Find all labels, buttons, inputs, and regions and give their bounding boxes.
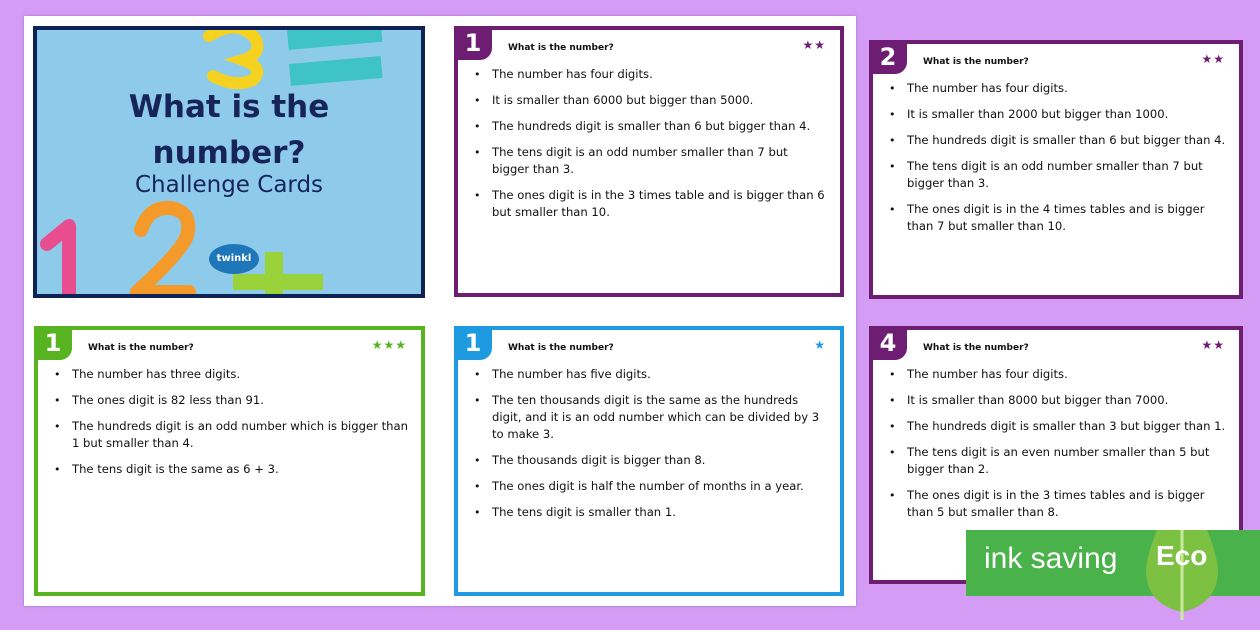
clue-item: • The tens digit is smaller than 1. <box>470 504 828 521</box>
ink-saving-eco-badge <box>966 530 1260 596</box>
clue-item: • It is smaller than 6000 but bigger than 5000. <box>470 92 828 109</box>
challenge-card-three-digit <box>34 326 425 596</box>
clue-item: • The ones digit is in the 3 times table and is bigger than 6 but smaller than 10. <box>470 187 828 221</box>
clue-list <box>470 66 828 230</box>
clue-list <box>885 80 1227 244</box>
cover-card <box>33 26 425 298</box>
card-number-badge: 1 <box>34 326 72 360</box>
clue-item: • The number has four digits. <box>470 66 828 83</box>
clue-item: • The ones digit is in the 4 times tables and is bigger than 7 but smaller than 10. <box>885 201 1227 235</box>
difficulty-stars-icon: ★★ <box>802 38 826 52</box>
ink-saving-label: ink saving <box>984 542 1118 575</box>
card-number-badge: 1 <box>454 26 492 60</box>
card-title: What is the number? <box>923 57 1029 67</box>
clue-item: • It is smaller than 2000 but bigger than 1000. <box>885 106 1227 123</box>
card-title: What is the number? <box>508 343 614 353</box>
clue-item: • The ones digit is half the number of months in a year. <box>470 478 828 495</box>
difficulty-stars-icon: ★★★ <box>371 338 407 352</box>
clue-item: • The hundreds digit is smaller than 6 but bigger than 4. <box>885 132 1227 149</box>
card-number-badge: 2 <box>869 40 907 74</box>
clue-list <box>470 366 828 530</box>
card-title: What is the number? <box>923 343 1029 353</box>
clue-item: • The number has three digits. <box>50 366 409 383</box>
cover-subtitle: Challenge Cards <box>134 172 324 198</box>
clue-item: • The hundreds digit is an odd number which is bigger than 1 but smaller than 4. <box>50 418 409 452</box>
twinkl-logo: twinkl <box>209 244 259 274</box>
cover-title-line1: What is the <box>128 89 330 125</box>
clue-item: • The tens digit is an even number smaller than 5 but bigger than 2. <box>885 444 1227 478</box>
clue-item: • It is smaller than 8000 but bigger than 7000. <box>885 392 1227 409</box>
cover-title-line2: number? <box>152 135 306 171</box>
clue-item: • The ones digit is 82 less than 91. <box>50 392 409 409</box>
card-title: What is the number? <box>508 43 614 53</box>
clue-item: • The hundreds digit is smaller than 6 but bigger than 4. <box>470 118 828 135</box>
clue-item: • The number has four digits. <box>885 366 1227 383</box>
challenge-card-four-digit-1000 <box>869 40 1243 299</box>
challenge-card-five-digit <box>454 326 844 596</box>
cover-title <box>37 84 421 176</box>
clue-item: • The number has four digits. <box>885 80 1227 97</box>
clue-list <box>885 366 1227 530</box>
difficulty-stars-icon: ★★ <box>1201 338 1225 352</box>
card-title: What is the number? <box>88 343 194 353</box>
card-number-badge: 1 <box>454 326 492 360</box>
clue-item: • The hundreds digit is smaller than 3 but bigger than 1. <box>885 418 1227 435</box>
clue-item: • The number has five digits. <box>470 366 828 383</box>
clue-item: • The tens digit is an odd number smaller than 7 but bigger than 3. <box>470 144 828 178</box>
clue-list <box>50 366 409 487</box>
difficulty-stars-icon: ★★ <box>1201 52 1225 66</box>
clue-item: • The tens digit is an odd number smaller than 7 but bigger than 3. <box>885 158 1227 192</box>
card-number-badge: 4 <box>869 326 907 360</box>
difficulty-stars-icon: ★ <box>814 338 826 352</box>
clue-item: • The ten thousands digit is the same as the hundreds digit, and it is an odd number which can be divided by 3 to make 3. <box>470 392 828 443</box>
clue-item: • The tens digit is the same as 6 + 3. <box>50 461 409 478</box>
clue-item: • The ones digit is in the 3 times tables and is bigger than 5 but smaller than 8. <box>885 487 1227 521</box>
clue-item: • The thousands digit is bigger than 8. <box>470 452 828 469</box>
eco-label: Eco <box>1156 540 1208 571</box>
challenge-card-four-digit-5000 <box>454 26 844 297</box>
